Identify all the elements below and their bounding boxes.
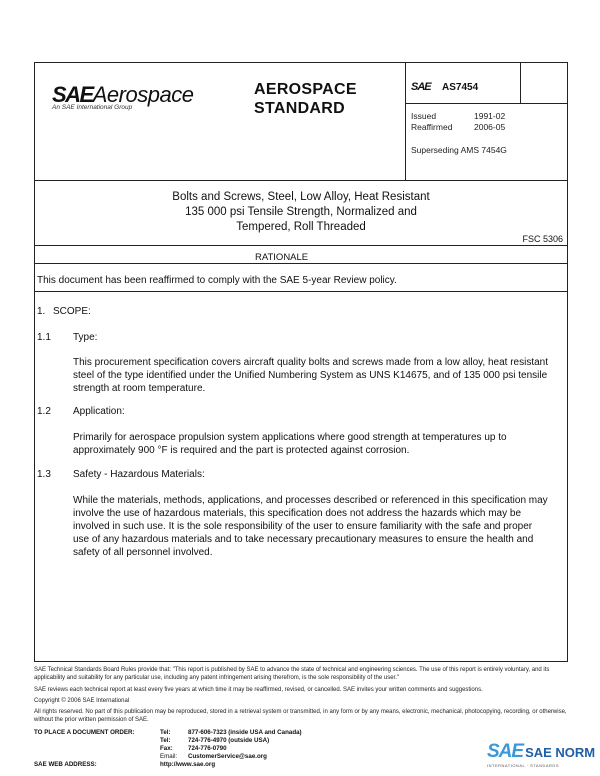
- doc-type-line1: AEROSPACE: [254, 81, 357, 98]
- application-text: Primarily for aerospace propulsion system applications where good strength at temperatures up to approximately 900 °F is required and the part is protected against corrosion.: [73, 432, 507, 456]
- application-number: 1.2: [37, 406, 51, 417]
- title-line3: Tempered, Roll Threaded: [236, 221, 366, 233]
- safety-number: 1.3: [37, 469, 51, 480]
- fsc-code: FSC 5306: [522, 234, 563, 244]
- sae-norm-subtitle: INTERNATIONAL · STANDARDS: [487, 763, 559, 768]
- reaffirmed-label: Reaffirmed: [411, 122, 453, 132]
- rationale-heading: RATIONALE: [255, 252, 309, 263]
- tel2-label: Tel:: [160, 737, 171, 744]
- email-address[interactable]: CustomerService@sae.org: [188, 753, 267, 760]
- type-text: This procurement specification covers aircraft quality bolts and screws made from a low alloy, heat resistant steel of the type identified under the Unified Numbering System as UNS K14675, and of 135 000 psi tensile strength at room temperature.: [73, 357, 549, 394]
- application-title: Application:: [73, 406, 125, 417]
- document-type: [254, 80, 357, 118]
- tel-inside: 877-606-7323 (inside USA and Canada): [188, 729, 302, 736]
- header-bottom-rule: [34, 180, 568, 181]
- fax-number: 724-776-0790: [188, 745, 227, 752]
- email-label: Email:: [160, 753, 178, 760]
- logo-light: Aerospace: [92, 82, 194, 107]
- type-title: Type:: [73, 332, 98, 343]
- rationale-top-rule: [34, 263, 568, 264]
- safety-text: While the materials, methods, applications, and processes described or referenced in this specification may involve the use of hazardous materials, this specification does not address the hazards which may be involved in such use. It is the sole responsibility of the user to ensure familiarity with the safe and proper use of any hazardous materials and to take necessary precautionary measures to ensure the health and safety of all personnel involved.: [73, 495, 548, 558]
- rationale-bottom-rule: [34, 291, 568, 292]
- doc-type-line2: STANDARD: [254, 100, 345, 117]
- scope-number: 1.: [37, 306, 46, 317]
- issued-value: 1991-02: [474, 111, 506, 121]
- superseding-note: Superseding AMS 7454G: [411, 145, 507, 155]
- title-line2: 135 000 psi Tensile Strength, Normalized and: [185, 206, 417, 218]
- fax-label: Fax:: [160, 745, 173, 752]
- logo-bold: SAE: [52, 82, 93, 107]
- title-line1: Bolts and Screws, Steel, Low Alloy, Heat Resistant: [172, 191, 430, 203]
- order-label: TO PLACE A DOCUMENT ORDER:: [34, 729, 135, 736]
- sae-mark: SAE: [411, 81, 431, 93]
- rationale-text: This document has been reaffirmed to comply with the SAE 5-year Review policy.: [37, 275, 397, 286]
- logo-tagline: An SAE International Group: [52, 104, 133, 111]
- web-address[interactable]: http://www.sae.org: [160, 761, 216, 768]
- footer-review: SAE reviews each technical report at least every five years at which time it may be reaffirmed, revised, or cancelled. SAE invites your written comments and suggestions.: [34, 687, 483, 693]
- web-label: SAE WEB ADDRESS:: [34, 761, 97, 768]
- reaffirmed-value: 2006-05: [474, 122, 506, 132]
- document-title: [140, 190, 462, 235]
- footer-rights: All rights reserved. No part of this publication may be reproduced, stored in a retrieval system or transmitted, in any form or by any means, electronic, mechanical, photocopying, recording, or otherwise, without the prior written permission of SAE.: [34, 709, 567, 723]
- header-divider-right: [520, 62, 521, 103]
- tel-outside: 724-776-4970 (outside USA): [188, 737, 270, 744]
- tel-label: Tel:: [160, 729, 171, 736]
- issued-label: Issued: [411, 111, 437, 121]
- footer-rules: SAE Technical Standards Board Rules provide that: "This report is published by SAE to advance the state of technical and engineering sciences. The use of this report is entirely voluntary, and its applicability and suitability for any particular use, including any patent infringement arising therefrom, is the sole responsibility of the user.": [34, 667, 550, 681]
- document-number: AS7454: [442, 82, 479, 93]
- header-subrule: [405, 103, 568, 104]
- type-number: 1.1: [37, 332, 51, 343]
- header-divider-left: [405, 62, 406, 180]
- title-bottom-rule: [34, 245, 568, 246]
- sae-norm-word: SAE NORM: [525, 745, 596, 760]
- scope-title: SCOPE:: [53, 306, 91, 317]
- sae-norm-mark: SAE: [487, 741, 524, 762]
- safety-title: Safety - Hazardous Materials:: [73, 469, 205, 480]
- footer-copyright: Copyright © 2006 SAE International: [34, 698, 130, 704]
- sae-norm-watermark: [487, 741, 596, 768]
